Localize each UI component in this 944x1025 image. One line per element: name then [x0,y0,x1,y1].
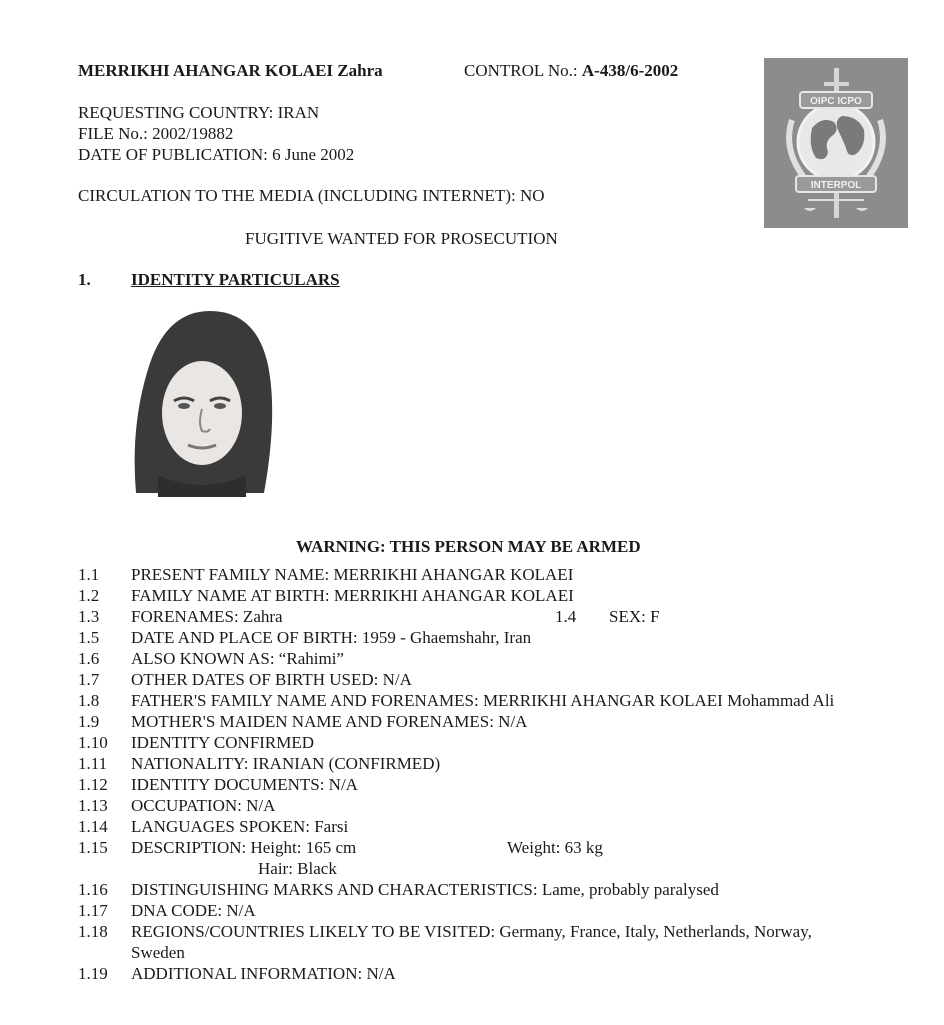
interpol-emblem-icon [764,58,908,228]
countries-continued: Sweden [131,943,185,962]
particular-row [78,690,918,711]
row-text: REGIONS/COUNTRIES LIKELY TO BE VISITED: Germany, France, Italy, Netherlands, Norway, [131,922,812,941]
section-title: IDENTITY PARTICULARS [131,270,340,289]
row-number: 1.2 [78,586,100,605]
particular-row [78,921,918,942]
weight-value: Weight: 63 kg [507,838,603,857]
row-text: OTHER DATES OF BIRTH USED: N/A [131,670,412,689]
particular-row [78,900,918,921]
notice-type: FUGITIVE WANTED FOR PROSECUTION [245,229,558,248]
row-text: ALSO KNOWN AS: “Rahimi” [131,649,344,668]
particular-row [78,837,918,858]
row-number: 1.11 [78,754,108,773]
sex-value: SEX: F [609,607,660,626]
row-text: FAMILY NAME AT BIRTH: MERRIKHI AHANGAR KOLAEI [131,586,574,605]
row-number: 1.1 [78,565,100,584]
row-number: 1.7 [78,670,100,689]
subject-photo [128,305,280,497]
row-text: PRESENT FAMILY NAME: MERRIKHI AHANGAR KOLAEI [131,565,574,584]
row-number: 1.16 [78,880,108,899]
row-number: 1.15 [78,838,108,857]
row-number: 1.5 [78,628,100,647]
particular-row [78,711,918,732]
row-number: 1.18 [78,922,108,941]
row-text: FORENAMES: Zahra [131,607,283,626]
logo-top-text: OIPC ICPO [810,96,862,107]
interpol-logo [764,58,908,228]
particular-row [78,585,918,606]
particular-row [78,753,918,774]
control-label: CONTROL No.: [464,61,578,80]
particular-row [78,627,918,648]
particular-row [78,564,918,585]
row-number: 1.9 [78,712,100,731]
subject-name: MERRIKHI AHANGAR KOLAEI Zahra [78,61,383,80]
row-text: LANGUAGES SPOKEN: Farsi [131,817,349,836]
sex-number: 1.4 [555,607,577,626]
hair-row [78,858,918,879]
section-number: 1. [78,270,91,289]
countries-continued-row [78,942,918,963]
hair-value: Hair: Black [258,859,337,878]
particular-row [78,879,918,900]
publication-date: DATE OF PUBLICATION: 6 June 2002 [78,145,355,164]
row-number: 1.3 [78,607,100,626]
row-number: 1.13 [78,796,108,815]
requesting-country: REQUESTING COUNTRY: IRAN [78,103,320,122]
armed-warning: WARNING: THIS PERSON MAY BE ARMED [296,537,641,556]
row-text: FATHER'S FAMILY NAME AND FORENAMES: MERRIKHI AHANGAR KOLAEI Mohammad Ali [131,691,835,710]
row-number: 1.17 [78,901,108,920]
person-photo-icon [128,305,280,497]
particular-row [78,606,918,627]
row-text: NATIONALITY: IRANIAN (CONFIRMED) [131,754,441,773]
row-number: 1.10 [78,733,108,752]
media-circulation: CIRCULATION TO THE MEDIA (INCLUDING INTERNET): NO [78,186,545,205]
row-text: DISTINGUISHING MARKS AND CHARACTERISTICS: Lame, probably paralysed [131,880,719,899]
particular-row [78,774,918,795]
row-text: OCCUPATION: N/A [131,796,276,815]
logo-bottom-text: INTERPOL [810,180,862,191]
particular-row [78,732,918,753]
row-text: IDENTITY DOCUMENTS: N/A [131,775,358,794]
file-number: FILE No.: 2002/19882 [78,124,234,143]
row-text: ADDITIONAL INFORMATION: N/A [131,964,396,983]
particular-row [78,816,918,837]
row-number: 1.8 [78,691,100,710]
particular-row [78,963,918,984]
row-number: 1.19 [78,964,108,983]
row-text: IDENTITY CONFIRMED [131,733,315,752]
control-number [464,60,678,81]
particular-row [78,795,918,816]
row-number: 1.14 [78,817,108,836]
control-value: A-438/6-2002 [581,61,679,80]
particular-row [78,669,918,690]
row-text: DNA CODE: N/A [131,901,256,920]
row-number: 1.12 [78,775,108,794]
row-number: 1.6 [78,649,100,668]
row-text: MOTHER'S MAIDEN NAME AND FORENAMES: N/A [131,712,528,731]
particular-row [78,648,918,669]
row-text: DATE AND PLACE OF BIRTH: 1959 - Ghaemshahr, Iran [131,628,532,647]
row-text: DESCRIPTION: Height: 165 cm [131,838,357,857]
